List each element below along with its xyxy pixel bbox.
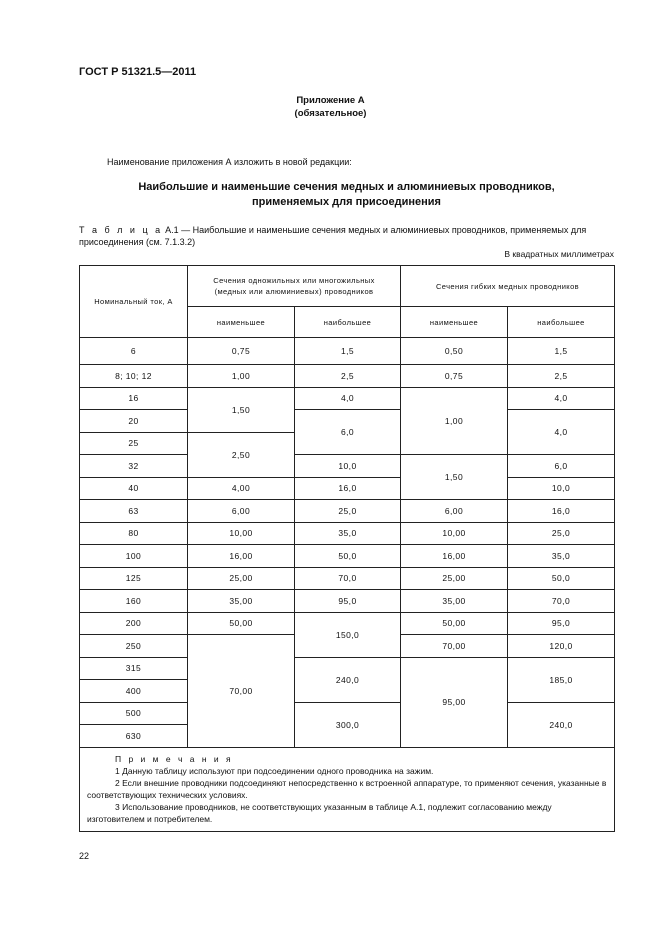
header-current: Номинальный ток, А [80,266,188,338]
table-cell: 300,0 [295,702,401,747]
intro-text: Наименование приложения А изложить в новой редакции: [107,157,352,167]
section-title [79,180,614,210]
document-header: ГОСТ Р 51321.5—2011 [79,66,197,78]
table-row [80,410,615,433]
current-cell: 315 [80,657,188,680]
table-cell: 1,00 [401,387,508,455]
title-line-2: применяемых для присоединения [252,196,441,208]
notes-cell [80,747,615,831]
table-cell: 6,0 [508,455,615,478]
current-cell: 630 [80,725,188,748]
table-cell: 95,0 [295,590,401,613]
table-cell: 95,0 [508,612,615,635]
subheader-flex-min: наименьшее [401,307,508,338]
units-label: В квадратных миллиметрах [504,249,614,259]
current-cell: 250 [80,635,188,658]
table-cell: 25,00 [401,567,508,590]
subheader-flex-max: наибольшее [508,307,615,338]
table-cell: 25,00 [188,567,295,590]
note-3: 3 Использование проводников, не соответствующих указанным в таблице А.1, подлежит согласованию между изготовителем и потребителем. [87,801,552,824]
current-cell: 160 [80,590,188,613]
table-row [80,590,615,613]
table-cell: 1,50 [401,455,508,500]
table-cell: 10,0 [295,455,401,478]
table-cell: 16,00 [401,545,508,568]
table-cell: 240,0 [295,657,401,702]
table-cell: 120,0 [508,635,615,658]
table-cell: 0,75 [188,338,295,365]
table-cell: 6,00 [188,500,295,523]
table-cell: 35,00 [188,590,295,613]
table-row [80,500,615,523]
table-cell: 1,00 [188,365,295,388]
header-flex-group: Сечения гибких медных проводников [401,266,615,307]
current-cell: 125 [80,567,188,590]
table-cell: 1,5 [295,338,401,365]
subheader-solid-min: наименьшее [188,307,295,338]
table-cell: 4,0 [295,387,401,410]
table-cell: 10,00 [401,522,508,545]
current-cell: 400 [80,680,188,703]
table-cell: 35,00 [401,590,508,613]
current-cell: 16 [80,387,188,410]
current-cell: 32 [80,455,188,478]
title-line-1: Наибольшие и наименьшие сечения медных и алюминиевых проводников, [138,181,555,193]
current-cell: 40 [80,477,188,500]
caption-text: А.1 — Наибольшие и наименьшие сечения медных и алюминиевых проводников, применяемых для присоединения (см. 7.1.3.2) [79,225,587,247]
table-caption [79,224,614,248]
table-cell: 150,0 [295,612,401,657]
table-cell: 70,0 [508,590,615,613]
table-row [80,522,615,545]
table-cell: 16,0 [508,500,615,523]
table-cell: 50,0 [295,545,401,568]
table-cell: 0,75 [401,365,508,388]
table-cell: 95,00 [401,657,508,747]
table-cell: 25,0 [508,522,615,545]
table-cell: 50,00 [188,612,295,635]
table-cell: 2,50 [188,432,295,477]
current-cell: 25 [80,432,188,455]
appendix-status: (обязательное) [294,108,367,119]
table-row [80,657,615,680]
table-row [80,567,615,590]
table-cell: 25,0 [295,500,401,523]
subheader-solid-max: наибольшее [295,307,401,338]
table-row [80,455,615,478]
table-row [80,387,615,410]
header-solid-group: Сечения одножильных или многожильных (медных или алюминиевых) проводников [188,266,401,307]
table-cell: 2,5 [295,365,401,388]
table-cell: 1,5 [508,338,615,365]
table-cell: 70,00 [401,635,508,658]
caption-prefix: Т а б л и ц а [79,225,163,235]
current-cell: 100 [80,545,188,568]
table-cell: 2,5 [508,365,615,388]
table-cell: 4,0 [508,387,615,410]
table-cell: 70,00 [188,635,295,748]
appendix-title: Приложение А [296,95,365,106]
table-row [80,702,615,725]
table-cell: 10,00 [188,522,295,545]
note-2: 2 Если внешние проводники подсоединяют непосредственно к встроенной аппаратуре, то применяют сечения, указанные в соответствующих технических условиях. [87,777,607,800]
table-cell: 6,00 [401,500,508,523]
table-cell: 185,0 [508,657,615,702]
table-cell: 50,00 [401,612,508,635]
table-row [80,365,615,388]
table-cell: 16,00 [188,545,295,568]
notes-heading: П р и м е ч а н и я [115,753,234,764]
table-cell: 10,0 [508,477,615,500]
table-cell: 16,0 [295,477,401,500]
table-cell: 4,00 [188,477,295,500]
notes-row [80,747,615,831]
current-cell: 63 [80,500,188,523]
table-row [80,612,615,635]
current-cell: 20 [80,410,188,433]
table-row [80,338,615,365]
sections-table [79,265,615,832]
current-cell: 80 [80,522,188,545]
table-cell: 4,0 [508,410,615,455]
table-row [80,477,615,500]
note-1: 1 Данную таблицу используют при подсоединении одного проводника на зажим. [115,765,434,776]
page-number: 22 [79,851,90,861]
current-cell: 200 [80,612,188,635]
table-cell: 0,50 [401,338,508,365]
table-header-row [80,266,615,307]
current-cell: 500 [80,702,188,725]
current-cell: 8; 10; 12 [80,365,188,388]
current-cell: 6 [80,338,188,365]
table-cell: 70,0 [295,567,401,590]
table-row [80,545,615,568]
table-cell: 240,0 [508,702,615,747]
table-cell: 50,0 [508,567,615,590]
table-cell: 35,0 [508,545,615,568]
table-cell: 6,0 [295,410,401,455]
table-cell: 35,0 [295,522,401,545]
table-cell: 1,50 [188,387,295,432]
